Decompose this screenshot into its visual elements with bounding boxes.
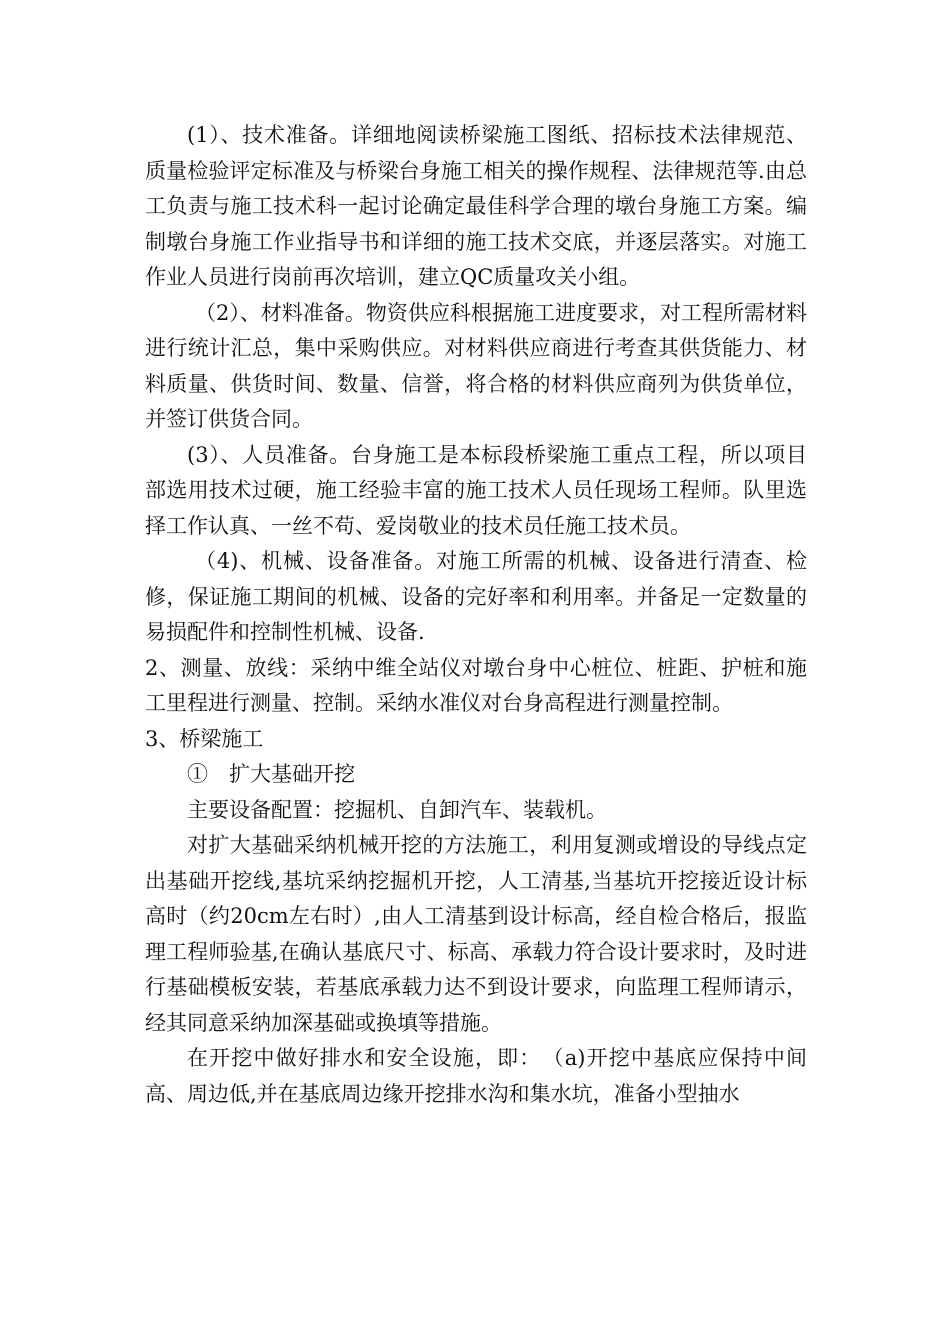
paragraph-equipment-config: 主要设备配置：挖掘机、自卸汽车、装载机。 (187, 797, 607, 822)
document-body (145, 118, 807, 1112)
section-heading-bridge-construction: 3、桥梁施工 (145, 726, 264, 751)
paragraph-drainage-safety: 在开挖中做好排水和安全设施，即： （a)开挖中基底应保持中间高、周边低,并在基底周边缘开挖排水沟和集水坑，准备小型抽水 (145, 1046, 807, 1106)
paragraph-equipment-preparation: （4)、机械、设备准备。对施工所需的机械、设备进行清查、检修，保证施工期间的机械、设备的完好率和利用率。并备足一定数量的易损配件和控制性机械、设备. (145, 549, 807, 644)
paragraph-technical-preparation: (1）、技术准备。详细地阅读桥梁施工图纸、招标技术法律规范、质量检验评定标准及与桥梁台身施工相关的操作规程、法律规范等.由总工负责与施工技术科一起讨论确定最佳科学合理的墩台身施工方案。编制墩台身施工作业指导书和详细的施工技术交底，并逐层落实。对施工作业人员进行岗前再次培训，建立QC质量攻关小组。 (145, 123, 807, 289)
paragraph-material-preparation: （2）、材料准备。物资供应科根据施工进度要求，对工程所需材料进行统计汇总，集中采购供应。对材料供应商进行考查其供货能力、材料质量、供货时间、数量、信誉，将合格的材料供应商列为供货单位，并签订供货合同。 (145, 300, 807, 431)
paragraph-excavation-method: 对扩大基础采纳机械开挖的方法施工，利用复测或增设的导线点定出基础开挖线,基坑采纳挖掘机开挖，人工清基,当基坑开挖接近设计标高时（约20cm左右时）,由人工清基到设计标高，经自检合格后，报监理工程师验基,在确认基底尺寸、标高、承载力符合设计要求时，及时进行基础模板安装，若基底承载力达不到设计要求，向监理工程师请示，经其同意采纳加深基础或换填等措施。 (145, 833, 807, 1035)
paragraph-personnel-preparation: (3）、人员准备。台身施工是本标段桥梁施工重点工程，所以项目部选用技术过硬，施工经验丰富的施工技术人员任现场工程师。队里选择工作认真、一丝不苟、爱岗敬业的技术员任施工技术员。 (145, 442, 807, 538)
paragraph-survey-layout: 2、测量、放线：采纳中维全站仪对墩台身中心桩位、桩距、护桩和施工里程进行测量、控制。采纳水准仪对台身高程进行测量控制。 (145, 655, 807, 715)
subheading-foundation-excavation: ① 扩大基础开挖 (187, 762, 355, 786)
